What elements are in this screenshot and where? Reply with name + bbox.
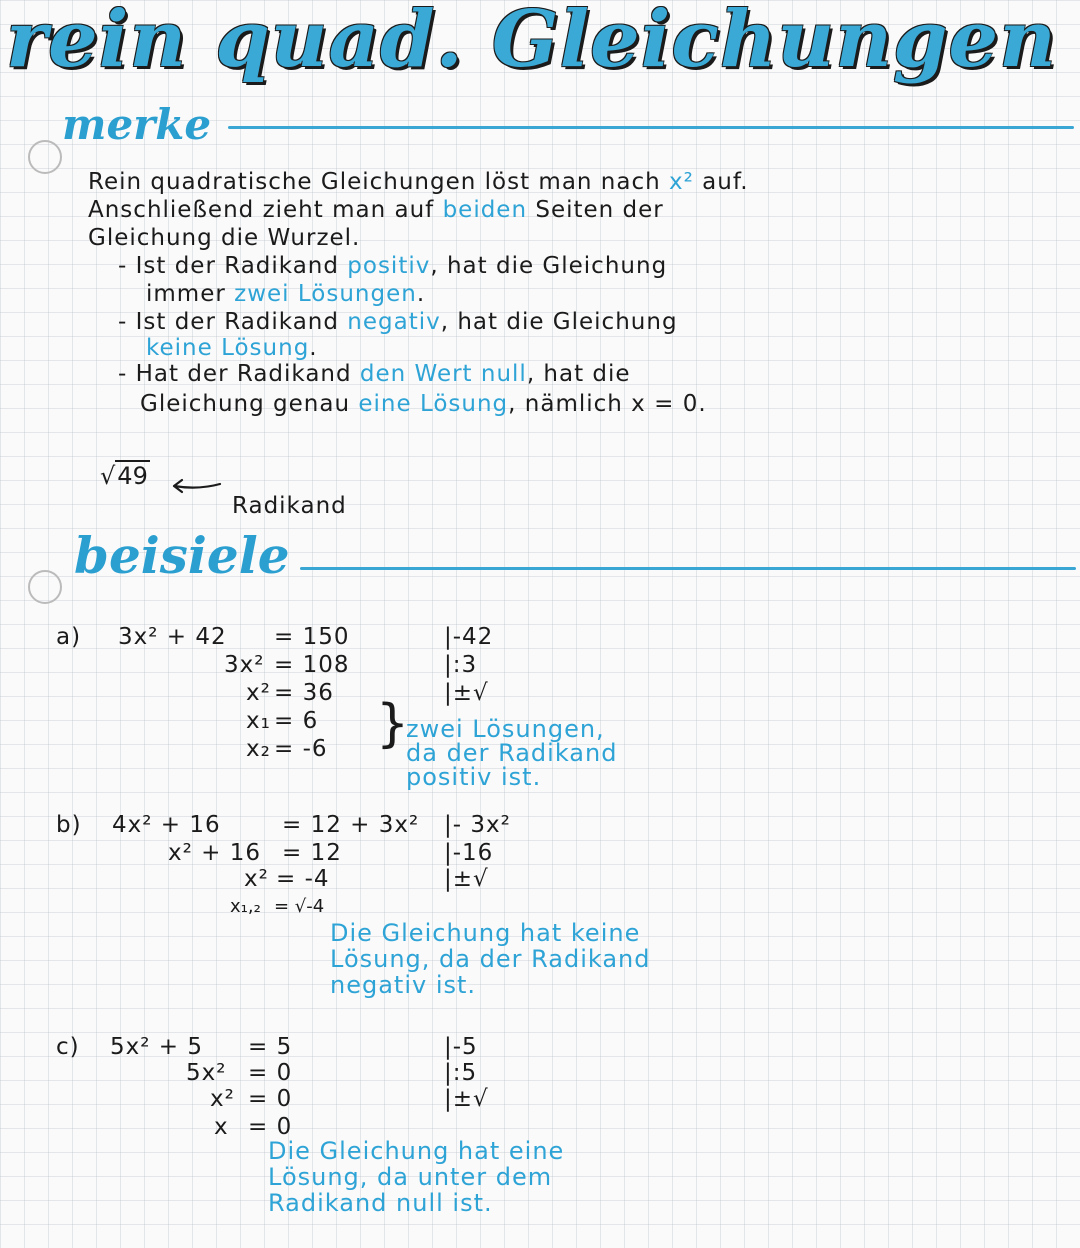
example-c-note-1: Die Gleichung hat eine [268, 1137, 565, 1165]
eq-b-row-4-rhs: = √-4 [274, 896, 325, 917]
bullet-1-line-2 [146, 280, 425, 308]
radicand-value: 49 [117, 462, 148, 490]
example-a-note-2: da der Radikand [406, 739, 618, 767]
eq-b-row-1-op: |- 3x² [444, 812, 511, 838]
text-segment: - Hat der Radikand [118, 361, 360, 387]
text-segment: Gleichung die Wurzel. [88, 225, 361, 251]
eq-a-row-1-lhs: 3x² + 42 [118, 624, 227, 650]
text-segment: , nämlich x = 0. [508, 391, 707, 417]
example-b-note-2: Lösung, da der Radikand [330, 945, 651, 973]
sqrt-icon: √ [100, 462, 116, 490]
eq-b-row-4-lhs: x₁,₂ [230, 896, 261, 917]
text-segment: auf. [693, 169, 749, 195]
text-segment: immer [146, 281, 235, 307]
eq-c-row-3-rhs: = 0 [248, 1086, 293, 1112]
eq-b-row-3-op: |±√ [444, 866, 489, 892]
radikand-label: Radikand [232, 493, 347, 519]
eq-b-row-2-op: |-16 [444, 840, 494, 866]
example-b-label: b) [56, 812, 82, 838]
punch-hole [28, 570, 62, 604]
eq-b-row-1-rhs: = 12 + 3x² [282, 812, 420, 838]
eq-c-row-4-lhs: x [214, 1114, 229, 1140]
eq-b-row-3-rhs: = -4 [276, 866, 330, 892]
text-segment: , hat die Gleichung [430, 253, 668, 279]
example-a-label: a) [56, 624, 82, 650]
text-segment: . [309, 335, 318, 361]
beispiele-rule [300, 567, 1076, 570]
highlight-segment: negativ [347, 309, 441, 335]
sqrt-example [100, 462, 150, 490]
merke-heading: merke [62, 100, 212, 149]
punch-hole [28, 140, 62, 174]
eq-c-row-1-lhs: 5x² + 5 [110, 1034, 203, 1060]
eq-b-row-3-lhs: x² [244, 866, 269, 892]
text-segment: Rein quadratische Gleichungen löst man nach [88, 169, 670, 195]
eq-c-row-2-lhs: 5x² [186, 1060, 227, 1086]
text-segment: Anschließend zieht man auf [88, 197, 443, 223]
eq-a-row-4-lhs: x₁ [246, 708, 271, 734]
eq-a-row-5-rhs: = -6 [274, 736, 328, 762]
eq-c-row-3-lhs: x² [210, 1086, 235, 1112]
eq-b-row-1-lhs: 4x² + 16 [112, 812, 221, 838]
eq-a-row-2-lhs: 3x² [224, 652, 265, 678]
example-b-note-1: Die Gleichung hat keine [330, 919, 641, 947]
eq-a-row-2-op: |:3 [444, 652, 478, 678]
eq-a-row-3-op: |±√ [444, 680, 489, 706]
eq-a-row-3-lhs: x² [246, 680, 271, 706]
text-segment: . [416, 281, 426, 307]
highlight-segment: positiv [347, 253, 431, 279]
example-a-note-1: zwei Lösungen, [406, 715, 605, 743]
eq-c-row-2-rhs: = 0 [248, 1060, 293, 1086]
eq-c-row-1-op: |-5 [444, 1034, 478, 1060]
eq-a-row-3-rhs: = 36 [274, 680, 334, 706]
eq-a-row-4-rhs: = 6 [274, 708, 319, 734]
text-segment: , hat die Gleichung [440, 309, 678, 335]
highlight-segment: zwei Lösungen [234, 281, 417, 307]
eq-a-row-5-lhs: x₂ [246, 736, 271, 762]
text-segment: Seiten der [527, 197, 664, 223]
bullet-2-line-2 [146, 334, 318, 362]
highlight-segment: beiden [442, 197, 528, 223]
eq-a-row-1-rhs: = 150 [274, 624, 350, 650]
arrow-left-icon [168, 476, 226, 498]
merke-intro-line-2 [88, 196, 664, 224]
text-segment: , hat die [526, 361, 631, 387]
eq-c-row-3-op: |±√ [444, 1086, 489, 1112]
merke-intro-line-3 [88, 224, 360, 252]
eq-c-row-1-rhs: = 5 [248, 1034, 293, 1060]
bullet-3-line-1 [118, 360, 631, 388]
example-c-note-3: Radikand null ist. [268, 1189, 493, 1217]
text-segment: Gleichung genau [140, 391, 359, 417]
eq-a-row-1-op: |-42 [444, 624, 494, 650]
example-c-label: c) [56, 1034, 80, 1060]
page-title: rein quad. Gleichungen [6, 0, 1057, 85]
eq-b-row-2-rhs: = 12 [282, 840, 342, 866]
eq-c-row-4-rhs: = 0 [248, 1114, 293, 1140]
beispiele-heading: beisiele [74, 526, 290, 585]
merke-rule [228, 126, 1074, 129]
bullet-1-line-1 [118, 252, 667, 280]
merke-intro-line-1 [88, 168, 749, 196]
highlight-segment: den Wert null [359, 361, 527, 387]
highlight-segment: keine Lösung [146, 335, 310, 361]
example-c-note-2: Lösung, da unter dem [268, 1163, 553, 1191]
bullet-3-line-2 [140, 390, 707, 418]
eq-b-row-2-lhs: x² + 16 [168, 840, 261, 866]
example-a-note-3: positiv ist. [406, 763, 542, 791]
text-segment: - Ist der Radikand [118, 309, 348, 335]
brace-icon: } [376, 694, 410, 754]
eq-c-row-2-op: |:5 [444, 1060, 478, 1086]
text-segment: - Ist der Radikand [118, 253, 348, 279]
eq-a-row-2-rhs: = 108 [274, 652, 350, 678]
example-b-note-3: negativ ist. [330, 971, 477, 999]
highlight-segment: eine Lösung [358, 391, 509, 417]
highlight-segment: x² [669, 169, 694, 195]
bullet-2-line-1 [118, 308, 678, 336]
